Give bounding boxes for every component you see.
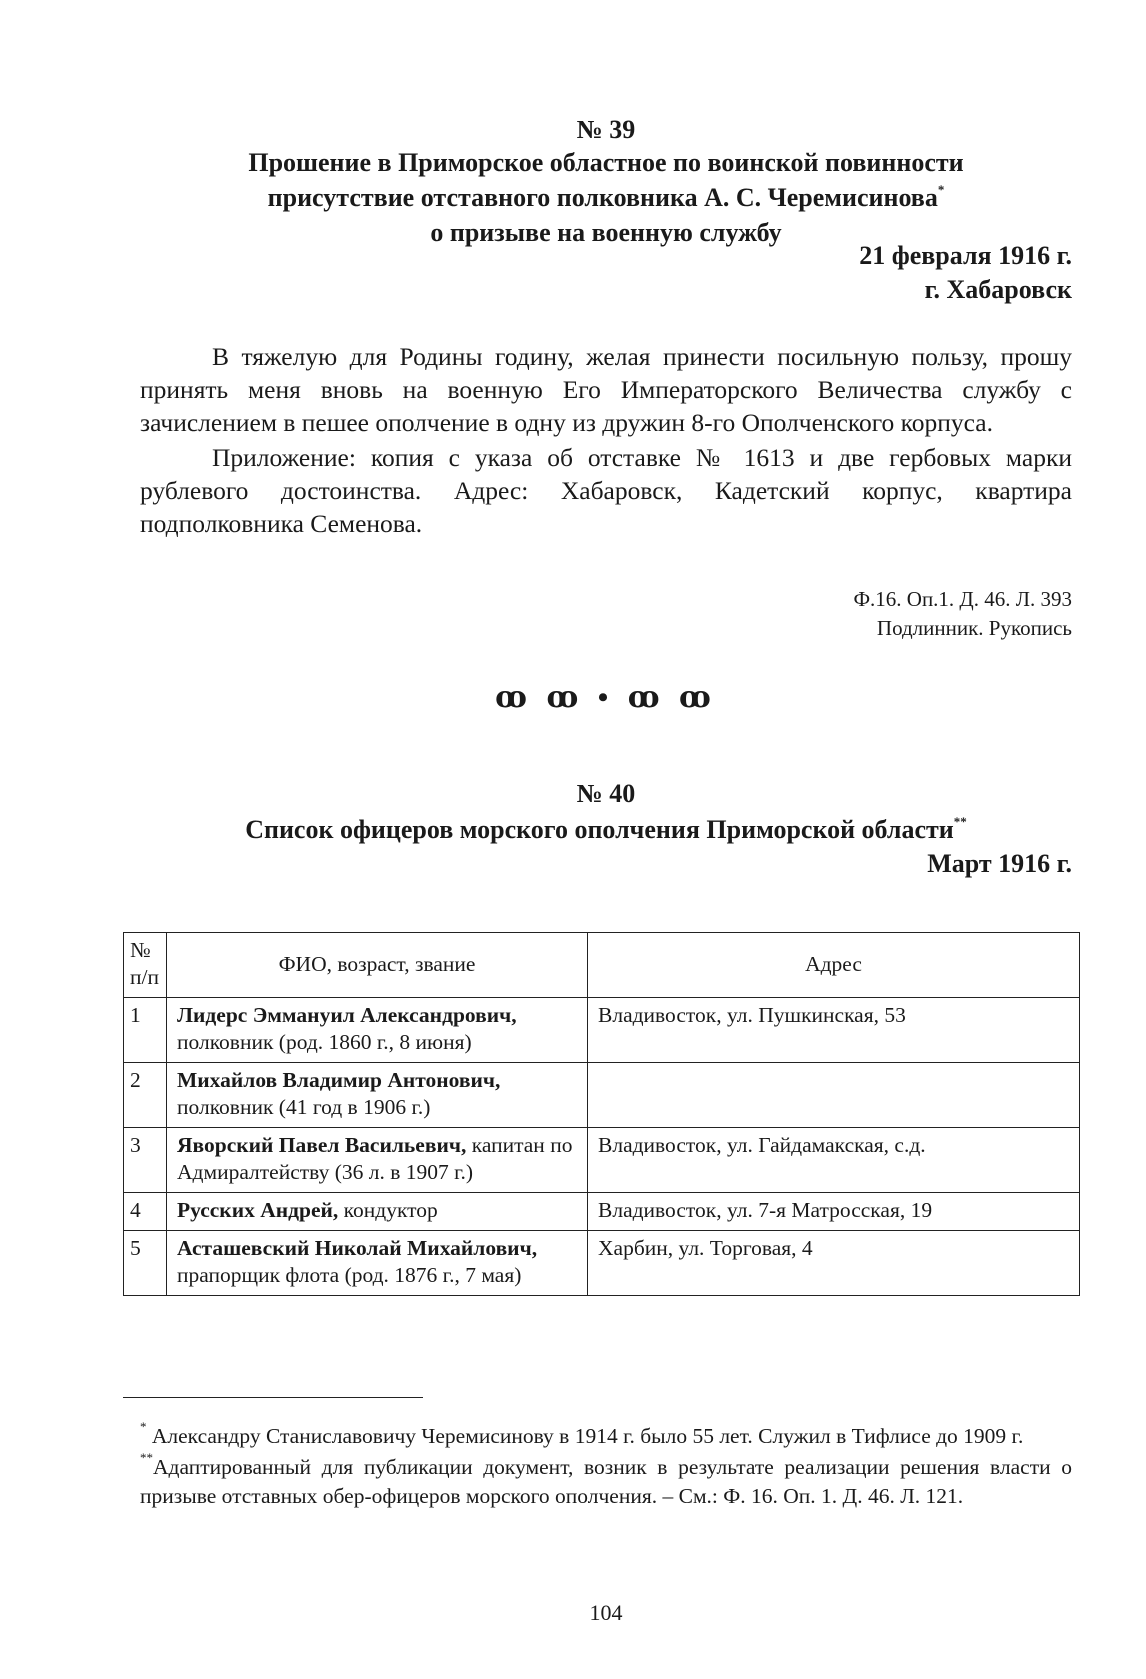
footnote-1 bbox=[140, 1419, 1072, 1451]
doc39-paragraph-2: Приложение: копия с указа об отставке № 1613 и две гербовых марки рублевого достоинства. Адрес: Хабаровск, Кадетский корпус, квартира подполковника Семенова. bbox=[140, 443, 1072, 538]
officer-details: полковник (род. 1860 г., 8 июня) bbox=[177, 1030, 472, 1054]
officer-address: Харбин, ул. Торговая, 4 bbox=[588, 1231, 1080, 1296]
footnote-marker: * bbox=[937, 182, 945, 197]
doc39-title-line2 bbox=[140, 180, 1072, 215]
header-name: ФИО, возраст, звание bbox=[167, 933, 588, 998]
table-row bbox=[124, 1193, 1080, 1231]
officer-cell bbox=[167, 998, 588, 1063]
officer-name: Асташевский Николай Михайлович, bbox=[177, 1236, 538, 1260]
section-divider-ornament: ꝏ ꝏ • ꝏ ꝏ bbox=[495, 681, 717, 714]
officer-details: прапорщик флота (род. 1876 г., 7 мая) bbox=[177, 1263, 522, 1287]
doc40-number: № 40 bbox=[576, 779, 636, 808]
officer-details: полковник (41 год в 1906 г.) bbox=[177, 1095, 431, 1119]
officer-cell bbox=[167, 1231, 588, 1296]
footnote-2-marker: ** bbox=[140, 1450, 153, 1465]
page-number: 104 bbox=[589, 1600, 623, 1625]
officer-details: кондуктор bbox=[338, 1198, 438, 1222]
doc39-date: 21 февраля 1916 г. bbox=[859, 241, 1072, 270]
footnote-divider bbox=[123, 1397, 423, 1398]
officer-name: Михайлов Владимир Антонович, bbox=[177, 1068, 501, 1092]
doc40-title-text: Список офицеров морского ополчения Приморской области bbox=[245, 815, 954, 844]
doc40-date: Март 1916 г. bbox=[927, 849, 1072, 878]
doc39-title-line2-text: присутствие отставного полковника А. С. Черемисинова bbox=[267, 183, 938, 212]
officer-address bbox=[588, 1063, 1080, 1128]
officer-address: Владивосток, ул. 7-я Матросская, 19 bbox=[588, 1193, 1080, 1231]
doc39-paragraph-1: В тяжелую для Родины годину, желая принести посильную пользу, прошу принять меня вновь на военную Его Императорского Величества службу с зачислением в пешее ополчение в одну из дружин 8-го Ополченского корпуса. bbox=[140, 342, 1072, 437]
doc39-archive-reference: Ф.16. Оп.1. Д. 46. Л. 393 bbox=[853, 587, 1072, 611]
row-number: 1 bbox=[124, 998, 167, 1063]
footnote-1-marker: * bbox=[140, 1419, 147, 1434]
footnotes bbox=[140, 1419, 1072, 1511]
row-number: 4 bbox=[124, 1193, 167, 1231]
table-header-row bbox=[124, 933, 1080, 998]
table-row bbox=[124, 998, 1080, 1063]
footnote-marker: ** bbox=[953, 814, 967, 829]
officer-name: Яворский Павел Васильевич, bbox=[177, 1133, 467, 1157]
row-number: 5 bbox=[124, 1231, 167, 1296]
doc39-title-line3: о призыве на военную службу bbox=[430, 218, 782, 247]
doc39-place: г. Хабаровск bbox=[924, 275, 1072, 304]
doc39-source-type: Подлинник. Рукопись bbox=[876, 616, 1072, 640]
doc39-number: № 39 bbox=[576, 115, 636, 144]
doc39-title bbox=[140, 145, 1072, 250]
officer-cell bbox=[167, 1193, 588, 1231]
row-number: 2 bbox=[124, 1063, 167, 1128]
table-row bbox=[124, 1128, 1080, 1193]
officer-cell bbox=[167, 1128, 588, 1193]
header-address: Адрес bbox=[588, 933, 1080, 998]
officer-name: Русских Андрей, bbox=[177, 1198, 339, 1222]
officer-address: Владивосток, ул. Пушкинская, 53 bbox=[588, 998, 1080, 1063]
officer-cell bbox=[167, 1063, 588, 1128]
footnote-2-text: Адаптированный для публикации документ, возник в результате реализации решения власти о призыве отставных обер-офицеров морского ополчения. – См.: Ф. 16. Оп. 1. Д. 46. Л. 121. bbox=[140, 1455, 1072, 1508]
doc40-title bbox=[140, 812, 1072, 847]
officer-name: Лидерс Эммануил Александрович, bbox=[177, 1003, 517, 1027]
header-number: № п/п bbox=[124, 933, 167, 998]
row-number: 3 bbox=[124, 1128, 167, 1193]
doc39-body bbox=[140, 340, 1072, 540]
doc39-title-line1: Прошение в Приморское областное по воинской повинности bbox=[248, 148, 964, 177]
footnote-1-text: Александру Станиславовичу Черемисинову в 1914 г. было 55 лет. Служил в Тифлисе до 1909 г. bbox=[146, 1424, 1024, 1448]
table-row bbox=[124, 1231, 1080, 1296]
officer-address: Владивосток, ул. Гайдамакская, с.д. bbox=[588, 1128, 1080, 1193]
table-row bbox=[124, 1063, 1080, 1128]
footnote-2 bbox=[140, 1450, 1072, 1511]
officer-details: капитан по Адмиралтейству (36 л. в 1907 г.) bbox=[177, 1133, 573, 1184]
officers-table bbox=[123, 932, 1080, 1296]
